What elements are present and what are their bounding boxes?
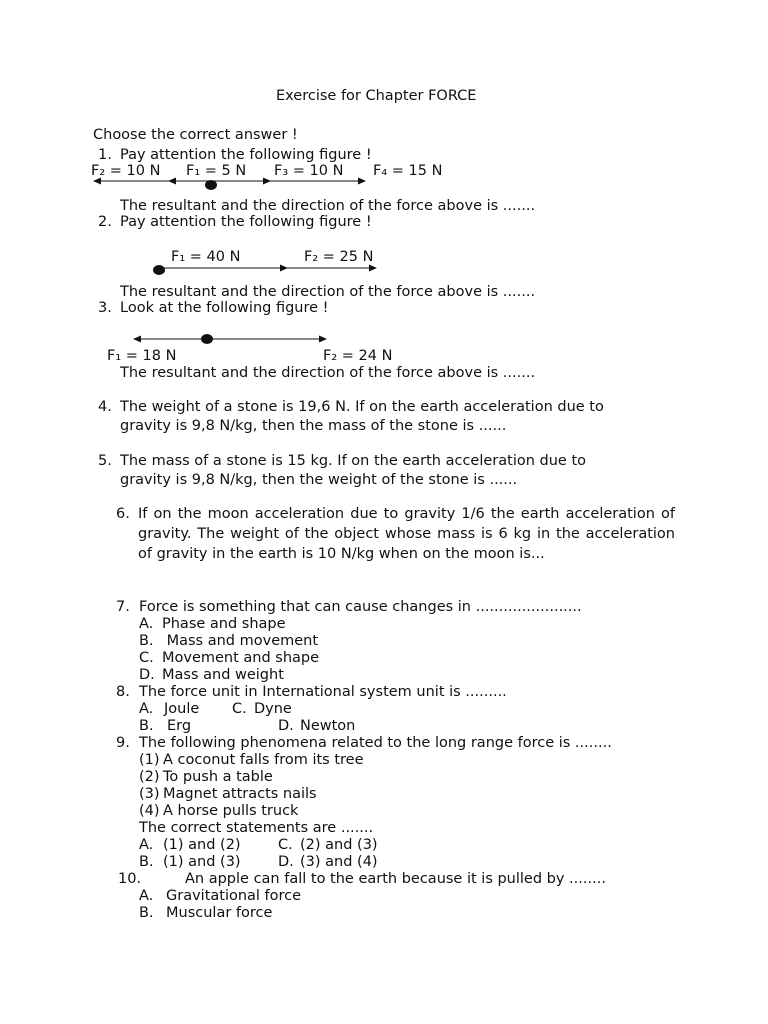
q8-option-letter: A. <box>139 701 154 717</box>
q6-number: 6. <box>116 506 130 522</box>
q9-option-text: (1) and (3) <box>163 854 241 870</box>
q1-force-label: F₁ = 5 N <box>186 163 247 179</box>
q9-option-text: (1) and (2) <box>163 837 241 853</box>
q8-option-letter: B. <box>139 718 154 734</box>
q10-option-letter: A. <box>139 888 154 904</box>
q8-text: The force unit in International system unit is ......... <box>139 684 507 700</box>
q1-number: 1. <box>98 147 112 163</box>
q9-option-text: (3) and (4) <box>300 854 378 870</box>
q8-option-letter: C. <box>232 701 247 717</box>
q9-prompt: The correct statements are ....... <box>139 820 374 836</box>
q7-option-text: Mass and movement <box>162 633 319 649</box>
q3-text: Look at the following figure ! <box>120 300 329 316</box>
q4-line: The weight of a stone is 19,6 N. If on the earth acceleration due to <box>120 399 604 415</box>
q9-text: The following phenomena related to the long range force is ........ <box>139 735 612 751</box>
q3-number: 3. <box>98 300 112 316</box>
q3-question: The resultant and the direction of the force above is ....... <box>120 365 536 381</box>
q2-force-label: F₁ = 40 N <box>171 249 241 265</box>
q2-text: Pay attention the following figure ! <box>120 214 372 230</box>
q9-statement-text: Magnet attracts nails <box>163 786 317 802</box>
q7-option-letter: C. <box>139 650 154 666</box>
q7-text: Force is something that can cause changes in ....................... <box>139 599 582 615</box>
q7-option-text: Mass and weight <box>162 667 284 683</box>
q2-question: The resultant and the direction of the force above is ....... <box>120 284 536 300</box>
q1-text: Pay attention the following figure ! <box>120 147 372 163</box>
q9-statement-text: To push a table <box>163 769 273 785</box>
q9-number: 9. <box>116 735 130 751</box>
q7-option-text: Phase and shape <box>162 616 286 632</box>
q7-number: 7. <box>116 599 130 615</box>
q10-option-text: Gravitational force <box>166 888 302 904</box>
q9-statement-number: (1) <box>139 752 160 768</box>
point-object <box>153 265 165 275</box>
q5-number: 5. <box>98 453 112 469</box>
q9-option-letter: B. <box>139 854 154 870</box>
q1-force-label: F₄ = 15 N <box>373 163 443 179</box>
q6-text: If on the moon acceleration due to gravity 1/6 the earth acceleration of gravity. The weight of the object whose mass is 6 kg in the acceleration of gravity in the earth is 10 N/kg when on the moon is... <box>138 506 675 562</box>
q8-option-text: Dyne <box>254 701 292 717</box>
q8-option-text: Joule <box>164 701 200 717</box>
q8-option-text: Erg <box>167 718 192 734</box>
q9-option-letter: C. <box>278 837 293 853</box>
q7-option-letter: A. <box>139 616 154 632</box>
q9-option-letter: D. <box>278 854 294 870</box>
q1-question: The resultant and the direction of the force above is ....... <box>120 198 536 214</box>
q9-statement-text: A coconut falls from its tree <box>163 752 364 768</box>
q4-number: 4. <box>98 399 112 415</box>
q2-force-label: F₂ = 25 N <box>304 249 374 265</box>
q10-number: 10. <box>118 871 142 887</box>
q9-statement-number: (4) <box>139 803 160 819</box>
q1-force-label: F₂ = 10 N <box>91 163 161 179</box>
q4-line: gravity is 9,8 N/kg, then the mass of the stone is ...... <box>120 418 507 434</box>
q3-force-label: F₂ = 24 N <box>323 348 393 364</box>
figure-2 <box>153 265 376 275</box>
q8-option-text: Newton <box>300 718 356 734</box>
q5-line: The mass of a stone is 15 kg. If on the earth acceleration due to <box>120 453 587 469</box>
figure-3 <box>134 334 326 344</box>
q7-option-letter: D. <box>139 667 155 683</box>
q9-statement-number: (3) <box>139 786 160 802</box>
q7-option-letter: B. <box>139 633 154 649</box>
q1-force-label: F₃ = 10 N <box>274 163 344 179</box>
q10-option-letter: B. <box>139 905 154 921</box>
q9-statement-text: A horse pulls truck <box>163 803 299 819</box>
q10-option-text: Muscular force <box>166 905 273 921</box>
force-diagrams <box>0 0 768 400</box>
point-object <box>205 180 217 190</box>
q3-force-label: F₁ = 18 N <box>107 348 177 364</box>
q9-statement-number: (2) <box>139 769 160 785</box>
q7-option-text: Movement and shape <box>162 650 320 666</box>
page-title: Exercise for Chapter FORCE <box>276 88 477 104</box>
instruction: Choose the correct answer ! <box>93 127 298 143</box>
q10-text: An apple can fall to the earth because it is pulled by ........ <box>185 871 606 887</box>
point-object <box>201 334 213 344</box>
q9-option-letter: A. <box>139 837 154 853</box>
figure-1 <box>94 180 365 190</box>
q9-option-text: (2) and (3) <box>300 837 378 853</box>
q5-line: gravity is 9,8 N/kg, then the weight of the stone is ...... <box>120 472 518 488</box>
q8-number: 8. <box>116 684 130 700</box>
q2-number: 2. <box>98 214 112 230</box>
q8-option-letter: D. <box>278 718 294 734</box>
